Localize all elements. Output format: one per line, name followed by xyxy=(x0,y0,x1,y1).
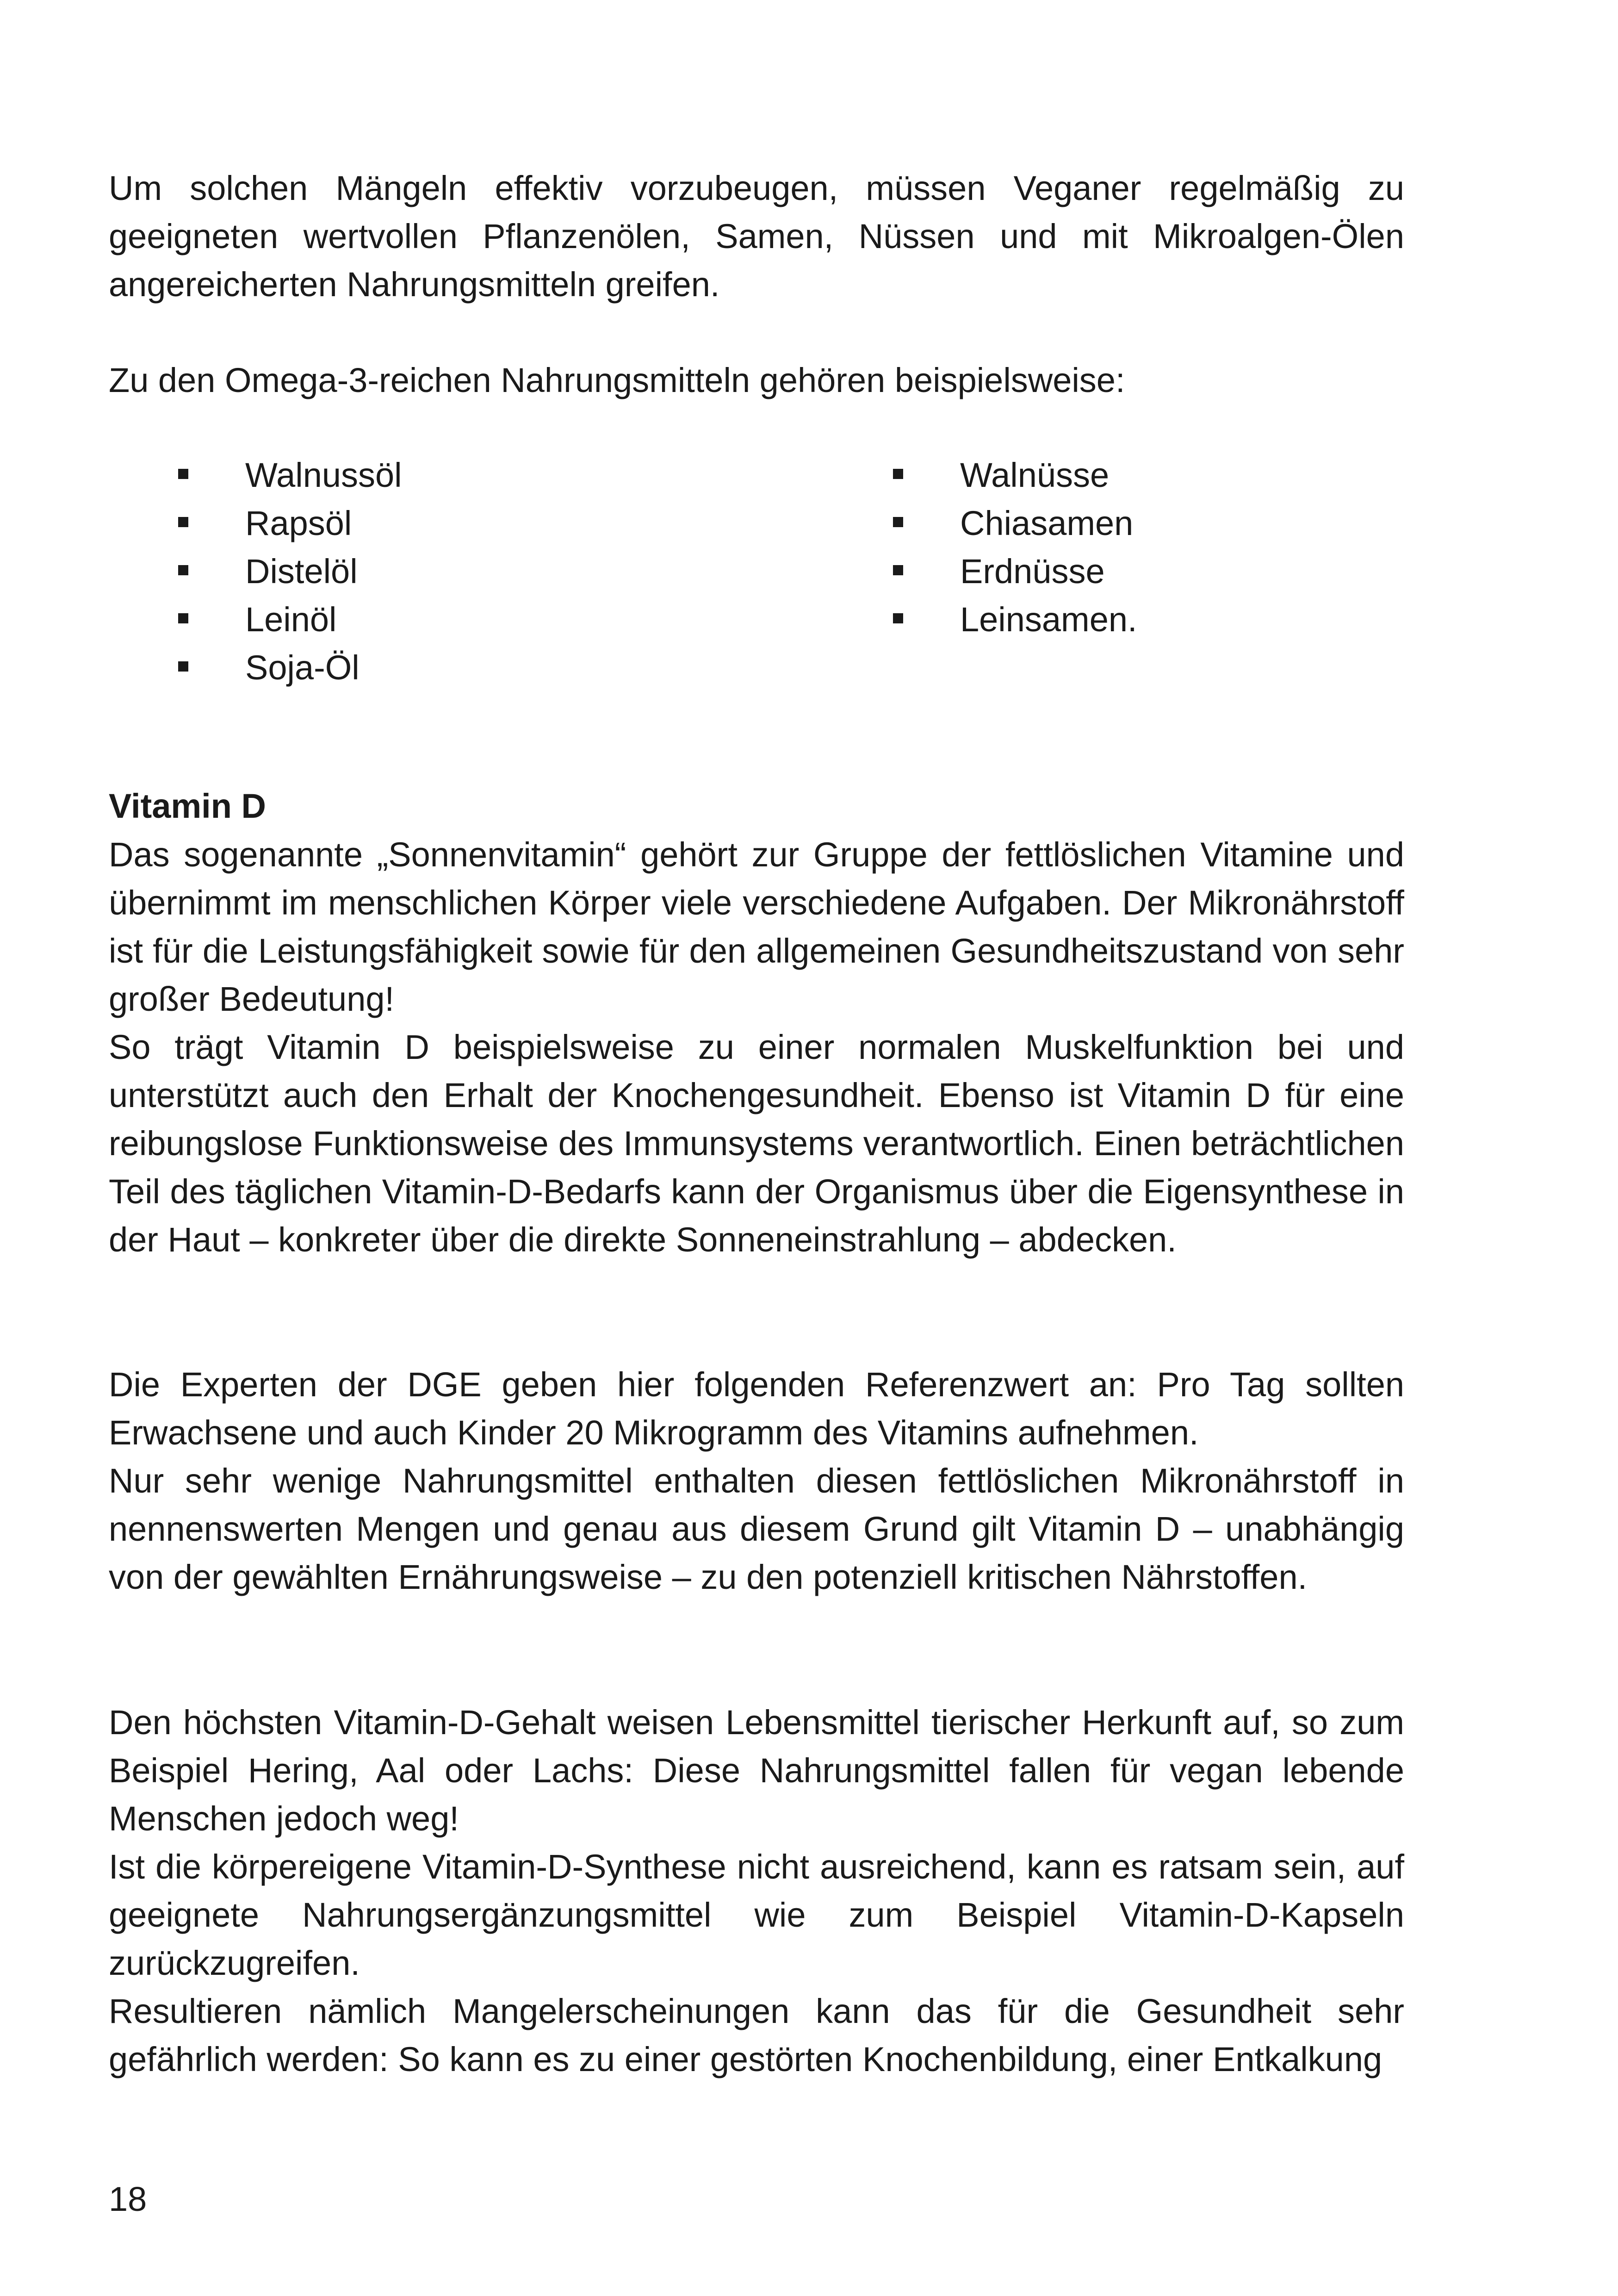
intro-paragraph: Um solchen Mängeln effektiv vorzubeugen, müssen Veganer regelmäßig zu geeigneten wertvollen Pflanzenölen, Samen, Nüssen und mit Mikroalgen-Ölen angereicherten Nahrungsmitteln greifen. xyxy=(109,169,1404,304)
list-item: Walnüsse xyxy=(893,451,1137,499)
square-bullet-icon xyxy=(893,613,903,623)
paragraph-line: Die Experten der DGE geben hier folgenden Referenzwert an: Pro Tag sollten Erwachsene und auch Kinder 20 Mikrogramm des Vitamins aufnehmen. xyxy=(109,1365,1404,1452)
square-bullet-icon xyxy=(178,565,188,575)
square-bullet-icon xyxy=(893,565,903,575)
square-bullet-icon xyxy=(178,469,188,479)
paragraph-line: Resultieren nämlich Mangelerscheinungen kann das für die Gesundheit sehr gefährlich werden: So kann es zu einer gestörten Knochenbildung, einer Entkalkung xyxy=(109,1992,1404,2078)
paragraph-2 xyxy=(109,1361,1404,1601)
list-item: Walnussöl xyxy=(178,451,402,499)
paragraph-line: So trägt Vitamin D beispielsweise zu einer normalen Muskelfunktion bei und unterstützt auch den Erhalt der Knochengesundheit. Ebenso ist Vitamin D für eine reibungslose Funktionsweise des Immunsystems verantwortlich. Einen beträchtlichen Teil des täglichen Vitamin-D-Bedarfs kann der Organismus über die Eigensynthese in der Haut – konkreter über die direkte Sonneneinstrahlung – abdecken. xyxy=(109,1028,1404,1259)
paragraph-line: Den höchsten Vitamin-D-Gehalt weisen Lebensmittel tierischer Herkunft auf, so zum Beispiel Hering, Aal oder Lachs: Diese Nahrungsmittel fallen für vegan lebende Menschen jedoch weg! xyxy=(109,1703,1404,1838)
list-item: Soja-Öl xyxy=(178,644,402,692)
paragraph-line: Ist die körpereigene Vitamin-D-Synthese nicht ausreichend, kann es ratsam sein, auf geeignete Nahrungsergänzungsmittel wie zum Beispiel Vitamin-D-Kapseln zurückzugreifen. xyxy=(109,1848,1404,1982)
list-item: Rapsöl xyxy=(178,499,402,548)
list-item: Chiasamen xyxy=(893,499,1137,548)
list-item: Distelöl xyxy=(178,548,402,596)
paragraph-1 xyxy=(109,831,1404,1264)
square-bullet-icon xyxy=(893,469,903,479)
food-list-left xyxy=(178,451,402,692)
page-number: 18 xyxy=(109,2180,147,2218)
list-item: Leinsamen. xyxy=(893,596,1137,644)
paragraph-line: Das sogenannte „Sonnenvitamin“ gehört zur Gruppe der fettlöslichen Vitamine und übernimmt im menschlichen Körper viele verschiedene Aufgaben. Der Mikronährstoff ist für die Leistungsfähigkeit sowie für den allgemeinen Gesundheitszustand von sehr großer Bedeutung! xyxy=(109,835,1404,1018)
square-bullet-icon xyxy=(178,661,188,672)
paragraph-line: Nur sehr wenige Nahrungsmittel enthalten diesen fettlöslichen Mikronährstoff in nennenswerten Mengen und genau aus diesem Grund gilt Vitamin D – unabhängig von der gewählten Ernährungsweise – zu den potenziell kritischen Nährstoffen. xyxy=(109,1462,1404,1596)
list-intro: Zu den Omega-3-reichen Nahrungsmitteln gehören beispielsweise: xyxy=(109,361,1125,399)
section-heading-vitamin-d: Vitamin D xyxy=(109,787,266,825)
square-bullet-icon xyxy=(178,517,188,527)
square-bullet-icon xyxy=(893,517,903,527)
paragraph-3 xyxy=(109,1699,1404,2084)
list-item: Erdnüsse xyxy=(893,548,1137,596)
list-item: Leinöl xyxy=(178,596,402,644)
food-list-right xyxy=(893,451,1137,644)
square-bullet-icon xyxy=(178,613,188,623)
